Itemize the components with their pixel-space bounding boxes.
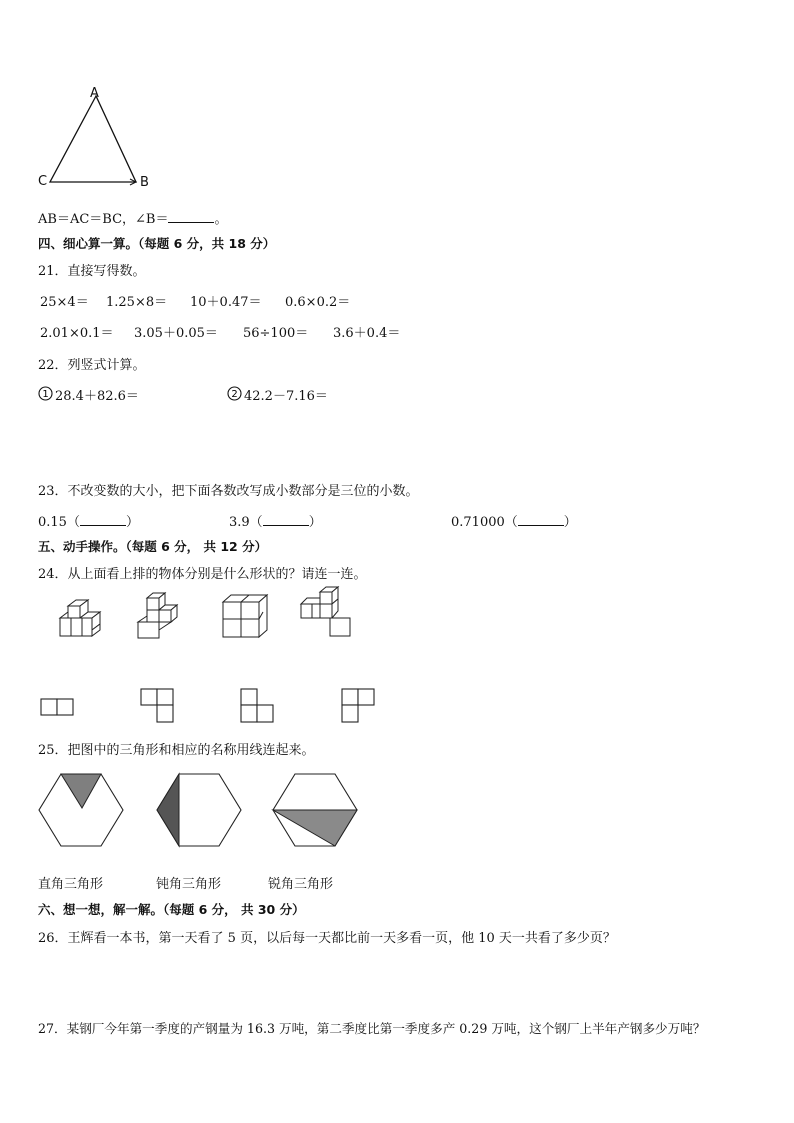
q22-item1: 28.4＋82.6＝ (55, 389, 139, 404)
q21-r2-c4: 3.6＋0.4＝ (333, 326, 401, 341)
triangle-condition-end: 。 (214, 212, 228, 227)
q23-item2 (229, 511, 322, 530)
q21-r1-c4: 0.6×0.2＝ (285, 295, 351, 310)
circled-two-mark: 2 (231, 389, 238, 401)
cube-solid-3 (220, 594, 270, 640)
q21-r1-c1: 25×4＝ (40, 295, 89, 310)
q21-r2-c3: 56÷100＝ (243, 326, 309, 341)
q22-prompt: 22．列竖式计算。 (38, 358, 146, 373)
q25-label-acute: 锐角三角形 (268, 877, 334, 892)
equilateral-triangle-figure (36, 86, 156, 196)
q21-r1-c3: 10＋0.47＝ (190, 295, 262, 310)
cube-solid-1 (55, 600, 105, 642)
section6-heading: 六、想一想，解一解。（每题 6 分， 共 30 分） (38, 902, 305, 917)
q21-r2-c2: 3.05＋0.05＝ (134, 326, 218, 341)
cube-solid-4 (298, 586, 356, 640)
q23-item2-close: ） (308, 515, 322, 530)
vertex-c-label: C (38, 174, 48, 189)
q23-item3-blank[interactable] (518, 525, 564, 526)
q21-r1-c2: 1.25×8＝ (106, 295, 168, 310)
q26-text: 26．王辉看一本书，第一天看了 5 页，以后每一天都比前一天多看一页，他 10 天一共看了多少页？ (38, 931, 616, 946)
section4-heading: 四、细心算一算。（每题 6 分，共 18 分） (38, 236, 276, 251)
top-view-1 (40, 698, 76, 718)
circled-one-mark: 1 (42, 389, 49, 401)
q27-text: 27．某钢厂今年第一季度的产钢量为 16.3 万吨，第二季度比第一季度多产 0.29 万吨，这个钢厂上半年产钢多少万吨？ (38, 1021, 706, 1036)
q25-prompt: 25．把图中的三角形和相应的名称用线连起来。 (38, 743, 315, 758)
triangle-condition-text: AB＝AC＝BC，∠B＝ (38, 212, 169, 227)
top-view-4 (341, 688, 377, 726)
triangle-condition (38, 208, 227, 227)
hexagon-figure-1 (38, 772, 128, 850)
q23-item1 (38, 511, 139, 530)
circled-two-icon (227, 386, 242, 401)
cube-solid-2 (135, 592, 190, 642)
q23-prompt: 23．不改变数的大小，把下面各数改写成小数部分是三位的小数。 (38, 484, 419, 499)
q23-item1-close: ） (125, 515, 139, 530)
angle-b-answer-blank[interactable] (168, 222, 214, 223)
section5-heading: 五、动手操作。（每题 6 分， 共 12 分） (38, 539, 268, 554)
q23-item3 (451, 511, 577, 530)
q25-label-obtuse: 钝角三角形 (156, 877, 222, 892)
q25-label-right: 直角三角形 (38, 877, 104, 892)
q21-r2-c1: 2.01×0.1＝ (40, 326, 114, 341)
top-view-2 (140, 688, 176, 726)
q23-item2-label: 3.9（ (229, 515, 263, 530)
q24-prompt: 24．从上面看上排的物体分别是什么形状的？请连一连。 (38, 567, 367, 582)
vertex-a-label: A (90, 86, 99, 101)
hexagon-figure-2 (156, 772, 246, 850)
q23-item1-label: 0.15（ (38, 515, 80, 530)
vertex-b-label: B (140, 175, 149, 190)
q23-item2-blank[interactable] (263, 525, 309, 526)
q23-item1-blank[interactable] (80, 525, 126, 526)
q23-item3-label: 0.71000（ (451, 515, 518, 530)
top-view-3 (240, 688, 276, 726)
hexagon-figure-3 (272, 772, 362, 850)
circled-one-icon (38, 386, 53, 401)
q22-item2: 42.2－7.16＝ (244, 389, 328, 404)
q23-item3-close: ） (563, 515, 577, 530)
q21-prompt: 21．直接写得数。 (38, 264, 146, 279)
